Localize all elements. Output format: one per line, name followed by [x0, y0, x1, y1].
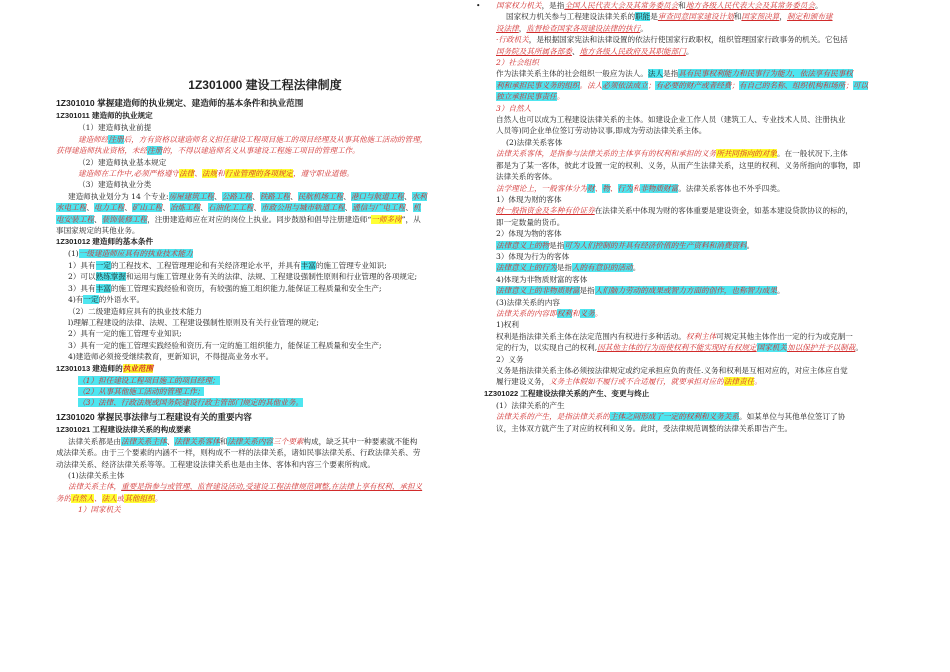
right-line-10 — [484, 114, 898, 125]
text-run: 熟练掌握 — [95, 272, 126, 282]
text-run: 法律关系的客体。 — [496, 172, 557, 182]
left-line-17 — [56, 283, 474, 294]
left-line-18 — [56, 294, 474, 305]
text-run: 公路工程 — [221, 191, 253, 201]
text-run: 设法律 — [496, 23, 519, 33]
text-run: （3）法律、行政法规或国务院建设行政主管部门规定的其他业务。 — [78, 398, 304, 408]
text-run: 建造师在工作中,必须严格遵守 — [78, 169, 180, 179]
text-run: (2)法律关系客体 — [506, 137, 563, 147]
text-run: ”，从 — [401, 214, 421, 224]
left-line-32 — [56, 459, 474, 470]
text-run: 的，不得以建造师名义从事建设工程施工项目的管理工作。 — [162, 146, 360, 156]
text-run: 1Z301010 掌握建造师的执业规定、建造师的基本条件和执业范围 — [56, 98, 304, 109]
text-run: 法律意义上的非物质财富 — [496, 286, 580, 296]
text-run: 。 — [746, 240, 755, 250]
text-run: 构成，缺乏其中一种要素就不能构 — [303, 436, 418, 446]
text-run: 重要是指参与或管理、监督建设活动,受建设工程法律规范调整,在法律上享有权利、承担义 — [121, 482, 423, 492]
text-run: ，遵守职业道德。 — [293, 169, 354, 179]
left-line-11 — [56, 214, 474, 225]
text-run: 法律关系都是由 — [68, 436, 122, 446]
right-line-13 — [484, 148, 898, 159]
text-run: 冶炼工程 — [169, 203, 201, 213]
text-run: 、 — [162, 203, 170, 213]
left-line-20 — [56, 317, 474, 328]
text-run: l)理解工程建设的法律、法规、工程建设强制性原则及有关行业管理的规定; — [68, 317, 319, 327]
text-run: 水电工程 — [56, 203, 87, 213]
text-run: 机 — [412, 203, 421, 213]
text-run: 。 — [556, 92, 565, 102]
text-run: 4)有 — [68, 295, 84, 305]
left-line-21 — [56, 328, 474, 339]
left-line-1 — [56, 97, 474, 110]
text-run: 和 — [733, 12, 742, 22]
text-run: 制定和颁布建 — [786, 12, 833, 22]
text-run: 一定 — [83, 295, 99, 305]
text-run: 因其他主体的行为而使权利不能实现时有权规定 — [597, 343, 757, 353]
text-run: 定的行为，以实现自己的权利, — [496, 343, 598, 353]
text-run: 和运用与施工管理业务有关的法律、法规、工程建设强制性原则和行业管理的各项规定; — [126, 272, 418, 282]
text-run: 的外语水平。 — [98, 295, 145, 305]
text-run: 法律意义上的物 — [496, 240, 550, 250]
right-line-21 — [484, 240, 898, 251]
left-line-28 — [56, 411, 474, 424]
text-run: 2）社会组织 — [496, 58, 539, 68]
left-line-26 — [56, 386, 474, 397]
right-line-27 — [484, 308, 898, 319]
right-line-7 — [484, 80, 898, 91]
text-run: 执业范围 — [122, 363, 154, 373]
right-line-8 — [484, 91, 898, 102]
text-run: 2）体现为物的客体 — [496, 229, 562, 239]
text-run: （1）建造师执业前提 — [78, 123, 152, 133]
text-run: 人的有意识的活动 — [571, 263, 633, 273]
text-run: 3）自然人 — [496, 103, 532, 113]
text-run: 1Z301022 工程建设法律关系的产生、变更与终止 — [484, 388, 650, 398]
left-column — [56, 0, 474, 516]
text-run: 。法人 — [579, 80, 603, 90]
text-run: 在法律关系中体现为财的客体重要是建设资金，如基本建设贷款协议的标的， — [594, 206, 853, 216]
text-run: 其他组织 — [124, 493, 155, 503]
text-run: （2）建造师执业基本规定 — [78, 157, 167, 167]
text-run: 国务院及其所属各部委 — [496, 46, 572, 56]
text-run: 、 — [93, 493, 102, 503]
text-run: 即一定数量的货币。 — [496, 217, 565, 227]
text-run: 一定 — [95, 260, 111, 270]
left-line-8 — [56, 179, 474, 190]
text-run: 自然人 — [71, 493, 94, 503]
text-run: 利和承担民事义务的组织 — [496, 80, 580, 90]
text-run: 权利是指法律关系主体在法定范围内有权进行多种活动。 — [496, 331, 686, 341]
right-line-31 — [484, 354, 898, 365]
text-run: 法学理论上，一般客体分为 — [496, 183, 588, 193]
text-run: 通信与广电工程 — [352, 203, 406, 213]
text-run: 行为 — [617, 183, 633, 193]
right-line-5 — [484, 57, 898, 68]
text-run: 法律责任 — [723, 377, 755, 387]
left-line-29 — [56, 424, 474, 436]
text-run: 、 — [594, 183, 603, 193]
text-run: 是 — [650, 12, 658, 22]
left-line-9 — [56, 191, 474, 202]
text-run: 是指 — [549, 240, 565, 250]
text-run: 。 — [776, 286, 785, 296]
right-line-35 — [484, 400, 898, 411]
right-line-26 — [484, 297, 898, 308]
text-run: 市政公用与城市轨道工程 — [261, 203, 345, 213]
left-line-31 — [56, 447, 474, 458]
text-run: 国家机关 — [756, 343, 787, 353]
text-run: 成法律关系。由于三个要素的内涵不一样，则构成不一样的法律关系，诸如民事法律关系、行政法律关系、劳 — [56, 448, 421, 458]
text-run: 、 — [571, 46, 580, 56]
text-run: 是指 — [556, 263, 572, 273]
text-run: 义务主体假如不履行或不合适履行，就要承担对应的 — [549, 377, 724, 387]
text-run: 职能 — [635, 12, 651, 22]
text-run: 议，主体双方就产生了对应的权利和义务。此时，受法律规范调整的法律关系即告产生。 — [496, 423, 793, 433]
text-run: 、 — [194, 169, 202, 179]
text-run: 、 — [252, 191, 260, 201]
right-line-19 — [484, 217, 898, 228]
text-run: 审查同意国家建设计划 — [657, 12, 734, 22]
text-run: 和 — [632, 183, 641, 193]
right-line-37 — [484, 423, 898, 434]
text-run: 加以保护并予以制裁 — [786, 343, 856, 353]
text-run: 国家权力机关参与工程建设法律关系的 — [506, 12, 636, 22]
text-run: 1Z301012 建造师的基本条件 — [56, 237, 154, 247]
text-run: 1）体现为财的客体 — [496, 194, 562, 204]
text-run: 4)体现为非物质财富的客体 — [496, 274, 588, 284]
text-run: 2）可以 — [68, 272, 96, 282]
text-run: 2）具有一定的施工管理专业知识; — [68, 329, 182, 339]
right-line-33 — [484, 376, 898, 387]
left-line-16 — [56, 271, 474, 282]
text-run: 石油化工工程 — [207, 203, 254, 213]
right-line-36 — [484, 411, 898, 422]
text-run: 。 — [754, 377, 762, 387]
text-run: 、 — [214, 191, 222, 201]
text-run: 建造师经 — [78, 134, 109, 144]
text-run: 、 — [253, 203, 262, 213]
text-run: 。 — [154, 493, 163, 503]
text-run: 人员等)同企业单位签订劳动协议事,即成为劳动法律关系主体。 — [496, 126, 707, 136]
right-line-0 — [476, 0, 898, 11]
right-line-20 — [484, 228, 898, 239]
text-run: 有自己的名称、组织机构和场所 — [739, 80, 846, 90]
text-run: 获得建造师执业资格，未经 — [56, 146, 148, 156]
left-line-4 — [56, 134, 474, 145]
text-run: 。 — [640, 23, 648, 33]
text-run: 后，方有资格以建造师名义担任建设工程项目施工的项目经理及从事其他施工活动的管理， — [123, 134, 428, 144]
text-run: 、 — [93, 214, 102, 224]
text-run: 建造师执业划分为 14 个专业: — [68, 191, 169, 201]
text-run: 可为人们控制的并具有经济价值的生产资料和消费资料 — [564, 240, 747, 250]
text-run: 。 — [632, 263, 641, 273]
text-run: 房屋建筑工程 — [168, 191, 215, 201]
right-line-34 — [484, 388, 898, 400]
text-run: 1)权利 — [496, 320, 519, 330]
text-run: 非物质财富 — [640, 183, 679, 193]
right-line-11 — [484, 125, 898, 136]
text-run: ·行政机关 — [496, 35, 529, 45]
text-run: (1) — [68, 249, 79, 259]
left-line-25 — [56, 375, 474, 386]
text-run: 、 — [343, 191, 351, 201]
text-run: ，注册建造师应在对应的岗位上执业。同步鼓励和倡导注册建造师“ — [147, 214, 372, 224]
text-run: （2）二级建造师应具有的执业技术能力 — [68, 306, 202, 316]
right-line-25 — [484, 285, 898, 296]
text-run: 3）具有 — [68, 283, 96, 293]
text-run: 、 — [404, 191, 412, 201]
text-run: 的施工管理实践经验和资历，有较强的施工组织能力,能保证工程质量和安全生产; — [110, 283, 382, 293]
right-line-3 — [484, 34, 898, 45]
text-run: 事国家规定的其他业务。 — [56, 226, 140, 236]
text-run: 和 — [219, 436, 228, 446]
text-run: 地方各级人民政府及其职能部门 — [579, 46, 686, 56]
text-run: 都是为了某一客体，彼此才设置一定的权利、义务，从而产生法律关系，这里的权利、义务所指向的事物，即 — [496, 160, 861, 170]
left-line-13 — [56, 236, 474, 248]
text-run: 国家权力机关 — [496, 1, 542, 10]
text-run: 。 — [855, 343, 863, 353]
text-run: 、 — [609, 183, 618, 193]
text-run: 3）具有一定的施工管理实践经验和资历,有一定的施工组织能力，能保证工程质量和安全生产; — [68, 340, 382, 350]
text-run: 的施工管理专业知识; — [315, 260, 387, 270]
text-run: 国家预决算 — [741, 12, 780, 22]
text-run: 可以 — [852, 80, 869, 90]
right-line-6 — [484, 68, 898, 79]
right-line-22 — [484, 251, 898, 262]
right-line-30 — [484, 342, 898, 353]
text-run: 。法律关系客体也不外乎四类。 — [678, 183, 785, 193]
right-line-1 — [484, 11, 898, 22]
text-run: 、 — [200, 203, 208, 213]
text-run: 港口与航道工程 — [350, 191, 404, 201]
text-run: 义务 — [579, 308, 595, 318]
left-line-35 — [56, 493, 474, 504]
text-run: ， — [518, 23, 527, 33]
text-run: 、 — [344, 203, 353, 213]
text-run: 民航机场工程 — [297, 191, 344, 201]
text-run: 或 — [116, 493, 125, 503]
right-line-23 — [484, 262, 898, 273]
text-run: 必须依法成立 — [602, 80, 648, 90]
text-run: 独立承担民事责任 — [496, 92, 557, 102]
text-run: 1Z301013 建造师的 — [56, 363, 123, 373]
left-line-12 — [56, 225, 474, 236]
text-run: 、 — [405, 203, 413, 213]
left-line-6 — [56, 157, 474, 168]
text-run: 1Z301021 工程建设法律关系的构成要素 — [56, 424, 192, 434]
text-run: ； — [647, 80, 656, 90]
right-line-18 — [484, 205, 898, 216]
text-run: 法律 — [179, 169, 195, 179]
text-run: 法律关系主体， — [68, 482, 122, 492]
text-run: 和 — [571, 308, 580, 318]
text-run: 丰富 — [95, 283, 111, 293]
text-run: 和 — [217, 169, 225, 179]
right-line-4 — [484, 46, 898, 57]
right-line-24 — [484, 274, 898, 285]
text-run: 、 — [124, 203, 132, 213]
text-run: 法律意义上的行为 — [496, 263, 557, 273]
left-line-22 — [56, 340, 474, 351]
text-run: ，是指 — [541, 1, 565, 10]
left-line-36 — [56, 504, 474, 515]
text-run: 4)建造师必须接受继续教育，更新知识，不得提高业务水平。 — [68, 352, 274, 362]
left-line-34 — [56, 481, 474, 492]
text-run: 全国人民代表大会及其常务委员会 — [564, 1, 679, 10]
text-run: 。如某单位与其他单位签订了协 — [739, 412, 846, 422]
text-run: 地方各级人民代表大会及其常务委员会 — [685, 1, 815, 10]
right-line-29 — [484, 331, 898, 342]
text-run: 作为法律关系主体的社会组织一般应为法人。 — [496, 69, 648, 79]
text-run: 行业管理的各项规定 — [224, 169, 294, 179]
text-run: 具有民事权利能力和民事行为能力，依法享有民事权 — [678, 69, 853, 79]
text-run: 法人 — [101, 493, 117, 503]
text-run: ，是根据国家宪法和法律设置的依法行使国家行政职权，组织管理国家行政事务的机关。它包括 — [528, 35, 848, 45]
text-run: 一级建造师应具有的执业技术能力 — [78, 249, 193, 259]
text-run: (1）法律关系的产生 — [496, 400, 565, 410]
text-run: 和 — [678, 1, 686, 10]
text-run: 铁路工程 — [259, 191, 291, 201]
text-run: 。在一般状况下,主体 — [776, 149, 848, 159]
text-run: 财 — [587, 183, 595, 193]
text-run: 电安装工程 — [56, 214, 94, 224]
left-line-30 — [56, 436, 474, 447]
text-run: 。 — [594, 308, 603, 318]
right-line-2 — [484, 23, 898, 34]
left-line-33 — [56, 470, 474, 481]
text-run: 2）义务 — [496, 354, 524, 364]
text-run: 可规定其他主体作出一定的行为或克制一 — [716, 331, 853, 341]
text-run: 1Z301000 建设工程法律制度 — [188, 78, 342, 92]
text-run: 矿山工程 — [131, 203, 163, 213]
left-line-2 — [56, 110, 474, 122]
left-line-15 — [56, 260, 474, 271]
text-run: 水利 — [411, 191, 427, 201]
text-run: 所共同指向的对象 — [716, 149, 777, 159]
text-run: ； — [731, 80, 739, 90]
text-run: 法律关系客体，是指参与法律关系的主体享有的权利和承担的义务 — [496, 149, 717, 159]
left-line-10 — [56, 202, 474, 213]
left-line-23 — [56, 351, 474, 362]
text-run: 物 — [602, 183, 610, 193]
bullet-icon: • — [476, 1, 481, 10]
text-run: ； — [845, 80, 853, 90]
left-line-3 — [56, 122, 474, 133]
right-line-32 — [484, 365, 898, 376]
text-run: 的工程技术、工程管理理论和有关经济理论水平，并具有 — [110, 260, 301, 270]
text-run: 丰富 — [300, 260, 316, 270]
text-run: (1)法律关系主体 — [68, 470, 125, 480]
text-run: 法律关系的内容即 — [496, 308, 557, 318]
right-line-16 — [484, 183, 898, 194]
right-line-28 — [484, 319, 898, 330]
text-run: 履行建设义务， — [496, 377, 550, 387]
text-run: 义务是指法律关系主体必须按法律规定或约定承担应负的责任.义务和权利是互相对应的，对应主体应自觉 — [496, 366, 848, 375]
text-run: 装饰装修工程 — [101, 214, 148, 224]
text-run: 权利 — [556, 308, 572, 318]
text-run: 3）体现为行为的客体 — [496, 251, 570, 261]
text-run: （3）建造师执业分类 — [78, 180, 152, 190]
text-run: ， — [779, 12, 787, 22]
text-run: 有必要的财产或者经费 — [655, 80, 732, 90]
text-run: 。 — [814, 1, 823, 10]
text-run: 财一般指资金及多种有价证券 — [496, 206, 595, 216]
text-run: （1）担任建设工程项目施工的项目经理； — [78, 375, 220, 385]
text-run: 1）国家机关 — [78, 505, 121, 515]
text-run: 法律关系客体 — [174, 436, 220, 446]
text-run: 、 — [290, 191, 298, 201]
right-line-14 — [484, 160, 898, 171]
text-run: 1Z301011 建造师的执业规定 — [56, 111, 153, 121]
left-line-7 — [56, 168, 474, 179]
text-run: 是指 — [663, 69, 679, 79]
text-run: (3)法律关系的内容 — [496, 297, 560, 307]
left-line-27 — [56, 397, 474, 408]
text-run: 务的 — [56, 493, 72, 503]
text-run: 三个要素 — [273, 436, 304, 446]
document-title — [56, 80, 474, 91]
text-run: 法规 — [201, 169, 218, 179]
text-run: 是指 — [579, 286, 595, 296]
text-run: 注册 — [147, 146, 163, 156]
text-run: （2）从事其他施工活动的管理工作； — [78, 386, 205, 396]
text-run: 动法律关系、经济法律关系等等。工程建设法律关系也是由主体、客体和内容三个要素所构成。 — [56, 459, 375, 469]
text-run: 一师多岗 — [371, 214, 402, 224]
text-run: 、 — [166, 436, 175, 446]
text-run: 法人 — [647, 69, 664, 79]
text-run: 1Z301020 掌握民事法律与工程建设有关的重要内容 — [56, 411, 252, 422]
text-run: 电力工程 — [93, 203, 125, 213]
text-run: 权利主体 — [685, 331, 717, 341]
left-line-5 — [56, 145, 474, 156]
text-run: 法律关系的产生，是指法律关系的 — [496, 412, 610, 422]
text-run: 主体之间形成了一定的权利和义务关系 — [609, 412, 739, 422]
right-column — [476, 0, 898, 434]
right-line-9 — [484, 103, 898, 114]
text-run: 法律关系内容 — [227, 436, 274, 446]
text-run: 1）具有 — [68, 260, 96, 270]
text-run: 。 — [685, 46, 694, 56]
right-line-15 — [484, 171, 898, 182]
left-line-19 — [56, 306, 474, 317]
text-run: 、 — [86, 203, 94, 213]
right-line-17 — [484, 194, 898, 205]
text-run: 人们脑力劳动的成果或智力方面的创作，也称智力成果 — [594, 286, 777, 296]
text-run: 监督检查国家各项建设法律的执行 — [526, 23, 641, 33]
text-run: 注册 — [108, 134, 124, 144]
left-line-14 — [56, 248, 474, 259]
text-run: 自然人也可以成为工程建设法律关系的主体。如建设企业工作人员（建筑工人、专业技术人员、注册执业 — [496, 115, 846, 125]
text-run: 法律关系主体 — [121, 436, 167, 446]
left-line-24 — [56, 363, 474, 375]
right-line-12 — [484, 137, 898, 148]
